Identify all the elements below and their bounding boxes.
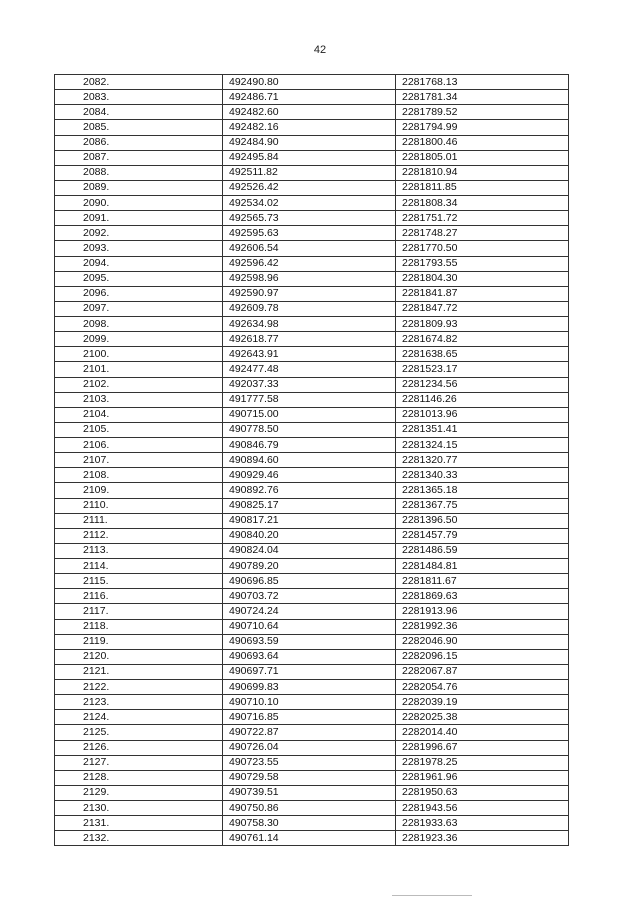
x-coordinate-cell: 491777.58: [223, 392, 396, 407]
y-coordinate-cell: 2281961.96: [396, 770, 569, 785]
table-row: [55, 604, 569, 619]
y-coordinate-cell: 2281484.81: [396, 559, 569, 574]
x-coordinate-cell: 490750.86: [223, 801, 396, 816]
x-coordinate-cell: 490758.30: [223, 816, 396, 831]
y-coordinate-cell: 2281013.96: [396, 407, 569, 422]
x-coordinate-cell: 490739.51: [223, 785, 396, 800]
x-coordinate-cell: 492484.90: [223, 135, 396, 150]
table-row: [55, 226, 569, 241]
table-row: [55, 816, 569, 831]
x-coordinate-cell: 490817.21: [223, 513, 396, 528]
point-number-cell: 2126.: [55, 740, 223, 755]
y-coordinate-cell: 2282039.19: [396, 695, 569, 710]
point-number-cell: 2114.: [55, 559, 223, 574]
point-number-cell: 2111.: [55, 513, 223, 528]
x-coordinate-cell: 490693.59: [223, 634, 396, 649]
point-number-cell: 2109.: [55, 483, 223, 498]
x-coordinate-cell: 490729.58: [223, 770, 396, 785]
y-coordinate-cell: 2281751.72: [396, 211, 569, 226]
y-coordinate-cell: 2282096.15: [396, 649, 569, 664]
x-coordinate-cell: 492490.80: [223, 75, 396, 90]
y-coordinate-cell: 2281146.26: [396, 392, 569, 407]
point-number-cell: 2106.: [55, 438, 223, 453]
table-row: [55, 619, 569, 634]
table-row: [55, 286, 569, 301]
point-number-cell: 2099.: [55, 332, 223, 347]
point-number-cell: 2113.: [55, 543, 223, 558]
x-coordinate-cell: 490699.83: [223, 680, 396, 695]
table-row: [55, 710, 569, 725]
table-row: [55, 680, 569, 695]
y-coordinate-cell: 2282067.87: [396, 664, 569, 679]
y-coordinate-cell: 2282014.40: [396, 725, 569, 740]
table-row: [55, 241, 569, 256]
x-coordinate-cell: 492598.96: [223, 271, 396, 286]
x-coordinate-cell: 490892.76: [223, 483, 396, 498]
y-coordinate-cell: 2281457.79: [396, 528, 569, 543]
x-coordinate-cell: 492595.63: [223, 226, 396, 241]
point-number-cell: 2083.: [55, 90, 223, 105]
y-coordinate-cell: 2281847.72: [396, 301, 569, 316]
point-number-cell: 2082.: [55, 75, 223, 90]
footer-mark: [392, 895, 472, 896]
x-coordinate-cell: 490840.20: [223, 528, 396, 543]
table-row: [55, 801, 569, 816]
table-row: [55, 740, 569, 755]
table-row: [55, 377, 569, 392]
y-coordinate-cell: 2281869.63: [396, 589, 569, 604]
point-number-cell: 2108.: [55, 468, 223, 483]
y-coordinate-cell: 2281638.65: [396, 347, 569, 362]
y-coordinate-cell: 2281800.46: [396, 135, 569, 150]
table-row: [55, 90, 569, 105]
table-row: [55, 831, 569, 846]
x-coordinate-cell: 492486.71: [223, 90, 396, 105]
x-coordinate-cell: 490726.04: [223, 740, 396, 755]
table-row: [55, 695, 569, 710]
table-row: [55, 498, 569, 513]
y-coordinate-cell: 2282025.38: [396, 710, 569, 725]
y-coordinate-cell: 2281804.30: [396, 271, 569, 286]
x-coordinate-cell: 490778.50: [223, 422, 396, 437]
x-coordinate-cell: 492495.84: [223, 150, 396, 165]
x-coordinate-cell: 492511.82: [223, 165, 396, 180]
y-coordinate-cell: 2281809.93: [396, 317, 569, 332]
point-number-cell: 2084.: [55, 105, 223, 120]
x-coordinate-cell: 490715.00: [223, 407, 396, 422]
point-number-cell: 2128.: [55, 770, 223, 785]
y-coordinate-cell: 2281486.59: [396, 543, 569, 558]
coordinates-table: [54, 74, 569, 846]
x-coordinate-cell: 490710.64: [223, 619, 396, 634]
table-row: [55, 105, 569, 120]
point-number-cell: 2104.: [55, 407, 223, 422]
point-number-cell: 2091.: [55, 211, 223, 226]
x-coordinate-cell: 492618.77: [223, 332, 396, 347]
x-coordinate-cell: 490824.04: [223, 543, 396, 558]
table-row: [55, 483, 569, 498]
point-number-cell: 2116.: [55, 589, 223, 604]
point-number-cell: 2093.: [55, 241, 223, 256]
y-coordinate-cell: 2281794.99: [396, 120, 569, 135]
y-coordinate-cell: 2281810.94: [396, 165, 569, 180]
point-number-cell: 2105.: [55, 422, 223, 437]
point-number-cell: 2125.: [55, 725, 223, 740]
table-row: [55, 453, 569, 468]
y-coordinate-cell: 2281811.85: [396, 180, 569, 195]
point-number-cell: 2087.: [55, 150, 223, 165]
y-coordinate-cell: 2281789.52: [396, 105, 569, 120]
x-coordinate-cell: 490846.79: [223, 438, 396, 453]
table-row: [55, 438, 569, 453]
page-number: 42: [313, 44, 327, 56]
y-coordinate-cell: 2281793.55: [396, 256, 569, 271]
point-number-cell: 2086.: [55, 135, 223, 150]
table-row: [55, 256, 569, 271]
point-number-cell: 2107.: [55, 453, 223, 468]
point-number-cell: 2120.: [55, 649, 223, 664]
table-row: [55, 422, 569, 437]
point-number-cell: 2100.: [55, 347, 223, 362]
x-coordinate-cell: 492606.54: [223, 241, 396, 256]
table-row: [55, 150, 569, 165]
x-coordinate-cell: 490696.85: [223, 574, 396, 589]
table-row: [55, 770, 569, 785]
y-coordinate-cell: 2281396.50: [396, 513, 569, 528]
x-coordinate-cell: 490722.87: [223, 725, 396, 740]
point-number-cell: 2092.: [55, 226, 223, 241]
point-number-cell: 2098.: [55, 317, 223, 332]
y-coordinate-cell: 2281933.63: [396, 816, 569, 831]
y-coordinate-cell: 2281996.67: [396, 740, 569, 755]
point-number-cell: 2129.: [55, 785, 223, 800]
y-coordinate-cell: 2281913.96: [396, 604, 569, 619]
table-row: [55, 196, 569, 211]
y-coordinate-cell: 2281674.82: [396, 332, 569, 347]
x-coordinate-cell: 490703.72: [223, 589, 396, 604]
table-row: [55, 211, 569, 226]
x-coordinate-cell: 492526.42: [223, 180, 396, 195]
point-number-cell: 2101.: [55, 362, 223, 377]
table-row: [55, 543, 569, 558]
x-coordinate-cell: 490716.85: [223, 710, 396, 725]
table-row: [55, 528, 569, 543]
table-row: [55, 589, 569, 604]
y-coordinate-cell: 2281523.17: [396, 362, 569, 377]
y-coordinate-cell: 2281781.34: [396, 90, 569, 105]
x-coordinate-cell: 490693.64: [223, 649, 396, 664]
x-coordinate-cell: 490723.55: [223, 755, 396, 770]
y-coordinate-cell: 2281950.63: [396, 785, 569, 800]
x-coordinate-cell: 490789.20: [223, 559, 396, 574]
x-coordinate-cell: 492534.02: [223, 196, 396, 211]
x-coordinate-cell: 492609.78: [223, 301, 396, 316]
table-row: [55, 407, 569, 422]
table-row: [55, 559, 569, 574]
table-row: [55, 135, 569, 150]
y-coordinate-cell: 2281811.67: [396, 574, 569, 589]
point-number-cell: 2117.: [55, 604, 223, 619]
table-row: [55, 362, 569, 377]
y-coordinate-cell: 2281992.36: [396, 619, 569, 634]
y-coordinate-cell: 2281340.33: [396, 468, 569, 483]
x-coordinate-cell: 492482.60: [223, 105, 396, 120]
table-row: [55, 468, 569, 483]
y-coordinate-cell: 2281365.18: [396, 483, 569, 498]
point-number-cell: 2127.: [55, 755, 223, 770]
y-coordinate-cell: 2281841.87: [396, 286, 569, 301]
x-coordinate-cell: 492037.33: [223, 377, 396, 392]
y-coordinate-cell: 2281770.50: [396, 241, 569, 256]
table-row: [55, 664, 569, 679]
x-coordinate-cell: 490710.10: [223, 695, 396, 710]
x-coordinate-cell: 492596.42: [223, 256, 396, 271]
x-coordinate-cell: 492565.73: [223, 211, 396, 226]
x-coordinate-cell: 490724.24: [223, 604, 396, 619]
point-number-cell: 2103.: [55, 392, 223, 407]
table-row: [55, 165, 569, 180]
y-coordinate-cell: 2282046.90: [396, 634, 569, 649]
y-coordinate-cell: 2281808.34: [396, 196, 569, 211]
x-coordinate-cell: 492477.48: [223, 362, 396, 377]
x-coordinate-cell: 490894.60: [223, 453, 396, 468]
point-number-cell: 2096.: [55, 286, 223, 301]
table-row: [55, 785, 569, 800]
table-row: [55, 347, 569, 362]
x-coordinate-cell: 492643.91: [223, 347, 396, 362]
point-number-cell: 2085.: [55, 120, 223, 135]
y-coordinate-cell: 2281367.75: [396, 498, 569, 513]
table-row: [55, 332, 569, 347]
table-row: [55, 75, 569, 90]
y-coordinate-cell: 2281978.25: [396, 755, 569, 770]
table-row: [55, 317, 569, 332]
y-coordinate-cell: 2281943.56: [396, 801, 569, 816]
point-number-cell: 2112.: [55, 528, 223, 543]
table-row: [55, 634, 569, 649]
table-row: [55, 271, 569, 286]
point-number-cell: 2094.: [55, 256, 223, 271]
point-number-cell: 2097.: [55, 301, 223, 316]
table-row: [55, 120, 569, 135]
x-coordinate-cell: 490697.71: [223, 664, 396, 679]
y-coordinate-cell: 2281923.36: [396, 831, 569, 846]
point-number-cell: 2122.: [55, 680, 223, 695]
table-row: [55, 513, 569, 528]
table-row: [55, 755, 569, 770]
y-coordinate-cell: 2281351.41: [396, 422, 569, 437]
y-coordinate-cell: 2281324.15: [396, 438, 569, 453]
point-number-cell: 2090.: [55, 196, 223, 211]
point-number-cell: 2121.: [55, 664, 223, 679]
y-coordinate-cell: 2282054.76: [396, 680, 569, 695]
table-row: [55, 392, 569, 407]
point-number-cell: 2095.: [55, 271, 223, 286]
point-number-cell: 2131.: [55, 816, 223, 831]
point-number-cell: 2119.: [55, 634, 223, 649]
table-row: [55, 725, 569, 740]
table-row: [55, 301, 569, 316]
table-row: [55, 649, 569, 664]
x-coordinate-cell: 490929.46: [223, 468, 396, 483]
point-number-cell: 2110.: [55, 498, 223, 513]
point-number-cell: 2124.: [55, 710, 223, 725]
x-coordinate-cell: 490825.17: [223, 498, 396, 513]
x-coordinate-cell: 492634.98: [223, 317, 396, 332]
y-coordinate-cell: 2281234.56: [396, 377, 569, 392]
point-number-cell: 2118.: [55, 619, 223, 634]
coordinates-table-body: [55, 75, 569, 846]
table-row: [55, 574, 569, 589]
point-number-cell: 2123.: [55, 695, 223, 710]
point-number-cell: 2130.: [55, 801, 223, 816]
y-coordinate-cell: 2281768.13: [396, 75, 569, 90]
point-number-cell: 2088.: [55, 165, 223, 180]
y-coordinate-cell: 2281748.27: [396, 226, 569, 241]
point-number-cell: 2102.: [55, 377, 223, 392]
x-coordinate-cell: 492590.97: [223, 286, 396, 301]
point-number-cell: 2089.: [55, 180, 223, 195]
x-coordinate-cell: 490761.14: [223, 831, 396, 846]
y-coordinate-cell: 2281320.77: [396, 453, 569, 468]
x-coordinate-cell: 492482.16: [223, 120, 396, 135]
point-number-cell: 2132.: [55, 831, 223, 846]
y-coordinate-cell: 2281805.01: [396, 150, 569, 165]
table-row: [55, 180, 569, 195]
point-number-cell: 2115.: [55, 574, 223, 589]
